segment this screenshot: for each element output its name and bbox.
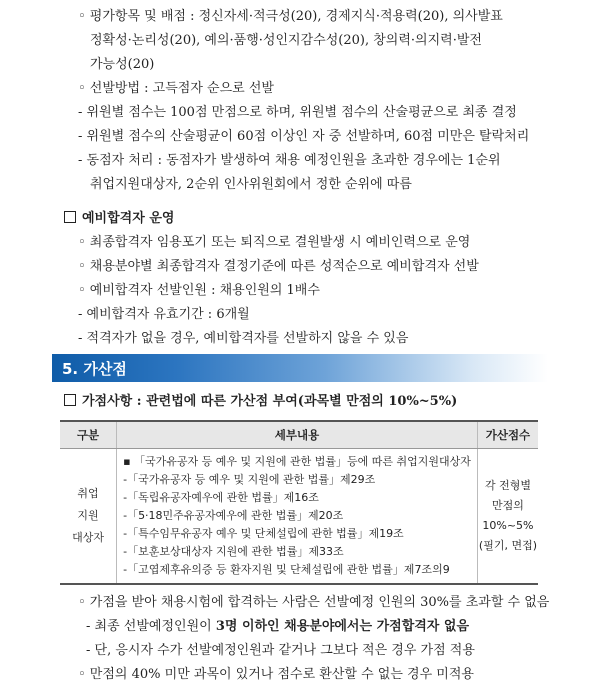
header-points: 가산점수 [477,421,538,449]
detail-line: -「독립유공자예우에 관한 법률」제16조 [123,491,319,504]
detail-line: ▪ 「국가유공자 등 예우 및 지원에 관한 법률」등에 따른 취업지원대상자 [123,455,471,468]
category-cell [60,449,117,585]
header-details: 세부내용 [117,421,478,449]
rule-line-1: - 위원별 점수는 100점 만점으로 하며, 위원별 점수의 산술평균으로 최종 결정 [78,105,517,120]
detail-line: -「고엽제후유의증 등 환자지원 및 단체설립에 관한 법률」제7조의9 [123,563,450,576]
reserve-heading-text: 예비합격자 운영 [82,211,175,226]
header-category: 구분 [60,421,117,449]
reserve-item: ◦ 최종합격자 임용포기 또는 퇴직으로 결원발생 시 예비인력으로 운영 [78,235,471,250]
category-line: 취업 [77,487,99,500]
detail-line: -「특수임무유공자 예우 및 단체설립에 관한 법률」제19조 [123,527,404,540]
reserve-item: - 적격자가 없을 경우, 예비합격자를 선발하지 않을 수 있음 [78,331,409,346]
table-header-row [60,421,538,449]
detail-line: -「국가유공자 등 예우 및 지원에 관한 법률」제29조 [123,473,376,486]
eval-line-3: 가능성(20) [90,57,155,72]
note-line-1: ◦ 가점을 받아 채용시험에 합격하는 사람은 선발예정 인원의 30%를 초과할 수 없음 [78,595,550,610]
table-row [60,449,538,585]
section-title: 5. 가산점 [62,360,127,378]
points-line: 10%~5% [482,519,534,532]
details-cell [117,449,478,585]
points-line: 각 전형별 [484,479,531,492]
bonus-heading [64,391,457,413]
detail-line: -「보훈보상대상자 지원에 관한 법률」제33조 [123,545,344,558]
section-banner [52,354,548,382]
eval-line-1: ◦ 평가항목 및 배점 : 정신자세·적극성(20), 경제지식·적용력(20), 의사발표 [78,9,503,24]
note-line-4: ◦ 만점의 40% 미만 과목이 있거나 점수로 환산할 수 없는 경우 미적용 [78,667,474,682]
checkbox-square-icon [64,394,76,406]
points-cell [477,449,538,585]
bonus-heading-text: 가점사항 : 관련법에 따른 가산점 부여(과목별 만점의 10%~5%) [82,394,458,409]
reserve-heading [64,208,174,230]
points-line: (필기, 면접) [478,539,538,552]
note-line-2 [86,616,469,638]
points-line: 만점의 [492,499,524,512]
checkbox-square-icon [64,211,76,223]
category-line: 대상자 [72,531,104,544]
rule-line-3a: - 동점자 처리 : 동점자가 발생하여 채용 예정인원을 초과한 경우에는 1순위 [78,153,501,168]
eval-line-2: 정확성·논리성(20), 예의·품행·성인지감수성(20), 창의력·의지력·발전 [90,33,482,48]
reserve-item: ◦ 채용분야별 최종합격자 결정기준에 따른 성적순으로 예비합격자 선발 [78,259,479,274]
reserve-item: ◦ 예비합격자 선발인원 : 채용인원의 1배수 [78,283,320,298]
note-line-2-text: - 최종 선발예정인원이 [86,619,216,634]
reserve-item: - 예비합격자 유효기간 : 6개월 [78,307,250,322]
rule-line-2: - 위원별 점수의 산술평균이 60점 이상인 자 중 선발하며, 60점 미만은 탈락처리 [78,129,530,144]
note-line-3: - 단, 응시자 수가 선발예정인원과 같거나 그보다 적은 경우 가점 적용 [86,643,475,658]
selection-method: ◦ 선발방법 : 고득점자 순으로 선발 [78,81,274,96]
detail-line: -「5·18민주유공자예우에 관한 법률」제20조 [123,509,344,522]
category-line: 지원 [77,509,99,522]
rule-line-3b: 취업지원대상자, 2순위 인사위원회에서 정한 순위에 따름 [90,177,412,192]
bonus-table [60,420,538,585]
note-line-2-bold: 3명 이하인 채용분야에서는 가점합격자 없음 [215,619,470,634]
